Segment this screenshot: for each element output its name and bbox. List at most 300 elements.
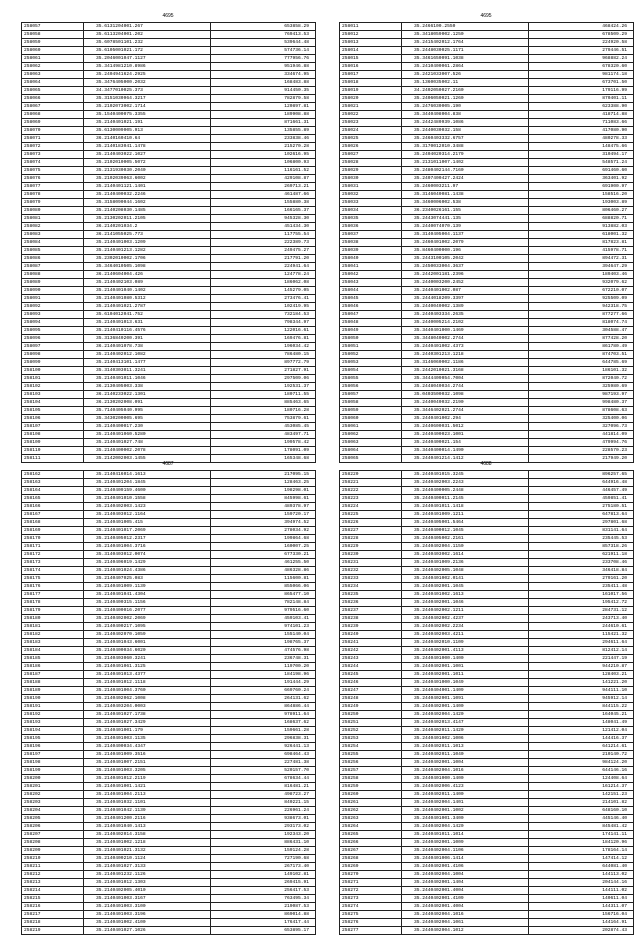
row-id-cell: 258252 (340, 727, 402, 735)
table-row (340, 895, 634, 903)
reference-code-cell: 35.2440400023.1001 (402, 431, 529, 439)
reference-code-cell: 35.2140402014.3158 (84, 831, 211, 839)
row-id-cell: 258241 (340, 639, 402, 647)
reference-code-cell: 35.2140410116.4576 (84, 327, 211, 335)
table-row (22, 55, 316, 63)
table-row (22, 479, 316, 487)
amount-cell: 459851.41 (529, 495, 634, 503)
row-id-cell: 258216 (22, 903, 84, 911)
amount-cell: 235411.48 (529, 583, 634, 591)
amount-cell: 644916.48 (529, 479, 634, 487)
row-id-cell: 258247 (340, 687, 402, 695)
row-id-cell: 258173 (22, 559, 84, 567)
amount-cell: 831141.64 (529, 527, 634, 535)
table-row (340, 559, 634, 567)
reference-code-cell: 35.3170012010.3488 (402, 143, 529, 151)
reference-code-cell: 35.2440040002.1389 (402, 303, 529, 311)
row-id-cell: 258065 (340, 455, 402, 463)
amount-cell: 840221.15 (211, 799, 316, 807)
reference-code-cell: 35.2440401002.087 (402, 287, 529, 295)
row-id-cell: 258072 (22, 143, 84, 151)
table-row (22, 159, 316, 167)
amount-cell: 334674.95 (211, 71, 316, 79)
amount-cell: 122016.61 (211, 327, 316, 335)
table-row (22, 215, 316, 223)
table-row (340, 279, 634, 287)
amount-cell: 148475.66 (529, 143, 634, 151)
table-row (340, 671, 634, 679)
row-id-cell: 258028 (340, 159, 402, 167)
row-id-cell: 258189 (22, 687, 84, 695)
row-id-cell: 258042 (340, 271, 402, 279)
amount-cell: 325980.69 (529, 383, 634, 391)
reference-code-cell: 35.3140303011.3241 (84, 367, 211, 375)
reference-code-cell: 35.2440403334.2635 (402, 311, 529, 319)
table-row (22, 887, 316, 895)
row-id-cell: 258029 (340, 167, 402, 175)
amount-cell: 817823.81 (529, 239, 634, 247)
amount-cell: 621911.18 (529, 551, 634, 559)
amount-cell: 896257.65 (529, 471, 634, 479)
table-row (22, 815, 316, 823)
row-id-cell: 258255 (340, 751, 402, 759)
reference-code-cell: 35.2440600031.5012 (402, 423, 529, 431)
amount-cell: 446457.49 (529, 487, 634, 495)
table-row (340, 287, 634, 295)
amount-cell: 244610.61 (529, 623, 634, 631)
reference-code-cell: 35.2440301213.1218 (402, 351, 529, 359)
table-row (22, 119, 316, 127)
table-row (340, 223, 634, 231)
amount-cell: 116161.52 (211, 167, 316, 175)
row-id-cell: 258191 (22, 703, 84, 711)
table-row (340, 295, 634, 303)
row-id-cell: 258272 (340, 887, 402, 895)
row-id-cell: 258179 (22, 607, 84, 615)
row-id-cell: 258051 (340, 343, 402, 351)
table-row (22, 127, 316, 135)
reference-code-cell: 35.2440402011.1420 (402, 727, 529, 735)
amount-cell: 877277.66 (529, 311, 634, 319)
row-id-cell: 258101 (22, 375, 84, 383)
reference-code-cell: 35.2140401032.1101 (84, 799, 211, 807)
reference-code-cell: 35.2140400315.1156 (84, 599, 211, 607)
table-row (22, 231, 316, 239)
row-id-cell: 258254 (340, 743, 402, 751)
table-row (340, 71, 634, 79)
reference-code-cell: 35.2140400016.2077 (84, 607, 211, 615)
reference-code-cell: 35.2440401002.0141 (402, 575, 529, 583)
reference-code-cell: 35.2140401040.1413 (84, 823, 211, 831)
amount-cell: 121412.04 (529, 727, 634, 735)
table-row (22, 423, 316, 431)
amount-cell: 669760.24 (211, 687, 316, 695)
reference-code-cell: 35.6078501101.232 (84, 39, 211, 47)
row-id-cell: 258178 (22, 599, 84, 607)
reference-code-cell: 36.2141055025.773 (84, 231, 211, 239)
row-id-cell: 258035 (340, 215, 402, 223)
amount-cell: 198298.01 (211, 487, 316, 495)
amount-cell: 191444.29 (211, 679, 316, 687)
amount-cell: 117755.54 (211, 231, 316, 239)
row-id-cell: 258021 (340, 103, 402, 111)
reference-code-cell: 34.3477010025.373 (84, 87, 211, 95)
table-row (22, 871, 316, 879)
row-id-cell: 258020 (340, 95, 402, 103)
row-id-cell: 258055 (340, 375, 402, 383)
reference-code-cell: 35.2440074070.139 (402, 223, 529, 231)
table-row (22, 263, 316, 271)
reference-code-cell: 35.2440402001.1046 (402, 599, 529, 607)
table-row (22, 895, 316, 903)
reference-code-cell: 35.2440402004.1016 (402, 911, 529, 919)
amount-cell: 124408.64 (529, 775, 634, 783)
reference-code-cell: 35.2140401003.3205 (84, 767, 211, 775)
amount-cell: 644785.69 (529, 359, 634, 367)
amount-cell: 184198.96 (211, 671, 316, 679)
reference-code-cell: 35.2140413101.1477 (84, 359, 211, 367)
reference-code-cell: 35.2440402004.1150 (402, 543, 529, 551)
row-id-cell: 258025 (340, 135, 402, 143)
reference-code-cell: 35.2140403022.1027 (84, 151, 211, 159)
table-row (340, 599, 634, 607)
row-id-cell: 258110 (22, 447, 84, 455)
table-row (22, 47, 316, 55)
reference-code-cell: 35.2443074441.135 (402, 215, 529, 223)
reference-code-cell: 35.2440402001.1002 (402, 807, 529, 815)
amount-cell: 944111.10 (529, 687, 634, 695)
reference-code-cell: 35.2440401000.1049 (402, 679, 529, 687)
reference-code-cell: 35.6130009005.913 (84, 127, 211, 135)
row-id-cell: 258232 (340, 567, 402, 575)
table-row (22, 551, 316, 559)
amount-cell: 128463.25 (211, 479, 316, 487)
table-row (340, 335, 634, 343)
amount-cell: 672210.07 (529, 287, 634, 295)
row-id-cell: 258261 (340, 799, 402, 807)
row-id-cell: 258060 (22, 47, 84, 55)
reference-code-cell: 35.2440400011.2145 (402, 495, 529, 503)
table-row (22, 783, 316, 791)
row-id-cell: 258063 (340, 439, 402, 447)
row-id-cell: 258270 (340, 871, 402, 879)
row-id-cell: 258204 (22, 807, 84, 815)
reference-code-cell: 35.2440402002.4237 (402, 615, 529, 623)
row-id-cell: 258059 (340, 407, 402, 415)
table-row (22, 879, 316, 887)
row-id-cell: 258019 (340, 87, 402, 95)
reference-code-cell: 35.2440402001.1001 (402, 663, 529, 671)
reference-code-cell: 35.2440402001.1404 (402, 879, 529, 887)
table-row (340, 879, 634, 887)
amount-cell: 297509.06 (211, 375, 316, 383)
amount-cell: 998480.37 (529, 399, 634, 407)
reference-code-cell: 35.3140405004.1137 (402, 231, 529, 239)
table-row (22, 511, 316, 519)
reference-code-cell: 35.2440400012.1045 (402, 527, 529, 535)
table-row (340, 103, 634, 111)
reference-code-cell: 35.2440402002.2234 (402, 623, 529, 631)
amount-cell: 147414.12 (529, 855, 634, 863)
table-row (340, 807, 634, 815)
reference-code-cell: 35.2443100105.2042 (402, 255, 529, 263)
table-row (340, 87, 634, 95)
table-row (22, 111, 316, 119)
page-title: 4687 (162, 461, 174, 467)
table-row (22, 543, 316, 551)
reference-code-cell: 36.2340026161.155 (402, 207, 529, 215)
table-row (340, 375, 634, 383)
reference-code-cell: 35.3444409054.7004 (402, 375, 529, 383)
amount-cell: 753879.61 (211, 415, 316, 423)
table-row (22, 487, 316, 495)
row-id-cell: 258049 (340, 327, 402, 335)
amount-cell: 363401.92 (529, 175, 634, 183)
reference-code-cell: 35.2140400002.2078 (84, 447, 211, 455)
amount-cell: 217791.20 (211, 255, 316, 263)
row-id-cell: 258108 (22, 431, 84, 439)
amount-cell: 951946.88 (211, 63, 316, 71)
amount-cell: 394974.52 (211, 519, 316, 527)
reference-code-cell: 35.6104012041.752 (84, 311, 211, 319)
table-row (340, 415, 634, 423)
amount-cell: 294611.64 (529, 639, 634, 647)
amount-cell: 461255.50 (211, 559, 316, 567)
ledger-page (339, 13, 633, 463)
table-row (22, 695, 316, 703)
amount-cell: 271827.91 (211, 367, 316, 375)
amount-cell: 644146.16 (529, 767, 634, 775)
amount-cell: 186062.08 (211, 279, 316, 287)
table-row (22, 855, 316, 863)
table-row (22, 927, 316, 935)
reference-code-cell: 35.2102010005.5072 (84, 159, 211, 167)
table-row (340, 527, 634, 535)
table-row (22, 287, 316, 295)
row-id-cell: 258027 (340, 151, 402, 159)
table-row (22, 95, 316, 103)
table-row (22, 63, 316, 71)
table-row (340, 391, 634, 399)
row-id-cell: 258090 (22, 287, 84, 295)
reference-code-cell: 35.3140403012.0074 (84, 551, 211, 559)
table-row (22, 639, 316, 647)
amount-cell: 865477.10 (211, 591, 316, 599)
reference-code-cell: 35.2421033007.526 (402, 71, 529, 79)
reference-code-cell: 35.2140401027.748 (84, 439, 211, 447)
row-id-cell: 258062 (22, 63, 84, 71)
table-row (22, 703, 316, 711)
row-id-cell: 258053 (340, 359, 402, 367)
amount-cell: 855066.06 (211, 583, 316, 591)
reference-code-cell: 35.2140400034.6020 (84, 647, 211, 655)
reference-code-cell: 35.7140405040.995 (84, 407, 211, 415)
table-row (22, 823, 316, 831)
row-id-cell: 258228 (340, 535, 402, 543)
amount-cell: 647813.64 (529, 511, 634, 519)
reference-code-cell: 35.2140405012.2317 (84, 535, 211, 543)
ledger-table (339, 470, 634, 935)
row-id-cell: 258202 (22, 791, 84, 799)
row-id-cell: 258084 (22, 239, 84, 247)
table-row (340, 799, 634, 807)
amount-cell: 106800.93 (211, 159, 316, 167)
amount-cell: 224941.64 (211, 263, 316, 271)
row-id-cell: 258096 (22, 335, 84, 343)
amount-cell: 812412.14 (529, 647, 634, 655)
row-id-cell: 258171 (22, 543, 84, 551)
row-id-cell: 258201 (22, 783, 84, 791)
reference-code-cell: 35.2448030025.1171 (402, 47, 529, 55)
row-id-cell: 258043 (340, 279, 402, 287)
reference-code-cell: 35.2140401003.1135 (84, 735, 211, 743)
table-row (340, 759, 634, 767)
row-id-cell: 258198 (22, 759, 84, 767)
amount-cell: 945912.14 (529, 695, 634, 703)
amount-cell: 310494.17 (529, 151, 634, 159)
row-id-cell: 258257 (340, 767, 402, 775)
table-row (340, 271, 634, 279)
amount-cell: 144164.91 (529, 919, 634, 927)
row-id-cell: 258166 (22, 503, 84, 511)
reference-code-cell: 35.2140400017.230 (84, 423, 211, 431)
row-id-cell: 258056 (340, 383, 402, 391)
table-row (340, 383, 634, 391)
reference-code-cell: 35.8460400000.196 (402, 247, 529, 255)
table-row (340, 95, 634, 103)
table-row (340, 543, 634, 551)
amount-cell: 453085.45 (211, 423, 316, 431)
reference-code-cell: 35.2140401013.4377 (84, 671, 211, 679)
table-row (22, 535, 316, 543)
row-id-cell: 258262 (340, 807, 402, 815)
reference-code-cell: 35.2440401002.4373 (402, 343, 529, 351)
table-row (340, 495, 634, 503)
table-row (22, 375, 316, 383)
amount-cell: 925509.09 (529, 295, 634, 303)
reference-code-cell: 35.2440401006.1414 (402, 855, 529, 863)
table-row (340, 687, 634, 695)
reference-code-cell: 35.3158090044.1602 (84, 199, 211, 207)
table-row (340, 343, 634, 351)
reference-code-cell: 35.3448040002.2744 (402, 335, 529, 343)
table-row (22, 527, 316, 535)
table-row (340, 591, 634, 599)
amount-cell: 539644.48 (211, 39, 316, 47)
amount-cell: 942318.75 (529, 303, 634, 311)
row-id-cell: 258092 (22, 303, 84, 311)
reference-code-cell: 35.2440402004.1016 (402, 767, 529, 775)
reference-code-cell: 35.2140402002.2069 (84, 615, 211, 623)
reference-code-cell: 35.2130202011.2105 (84, 215, 211, 223)
table-row (22, 103, 316, 111)
table-row (22, 143, 316, 151)
reference-code-cell: 35.2140401027.3133 (84, 863, 211, 871)
amount-cell: 486328.86 (211, 567, 316, 575)
table-row (340, 743, 634, 751)
amount-cell: 158516.20 (529, 191, 634, 199)
table-row (340, 47, 634, 55)
amount-cell: 732184.53 (211, 311, 316, 319)
amount-cell: 189908.88 (211, 111, 316, 119)
reference-code-cell: 35.2460003211.97 (402, 183, 529, 191)
reference-code-cell: 35.2140401232.1126 (84, 871, 211, 879)
reference-code-cell: 35.3446402021.2744 (402, 407, 529, 415)
reference-code-cell: 35.2140401061.3125 (84, 663, 211, 671)
reference-code-cell: 35.2140401012.1303 (84, 879, 211, 887)
table-row (340, 775, 634, 783)
table-row (22, 615, 316, 623)
row-id-cell: 258273 (340, 895, 402, 903)
row-id-cell: 258245 (340, 671, 402, 679)
row-id-cell: 258052 (340, 351, 402, 359)
amount-cell: 698464.43 (211, 751, 316, 759)
reference-code-cell: 35.2140402103.089 (84, 279, 211, 287)
amount-cell: 279161.20 (529, 575, 634, 583)
table-row (340, 695, 634, 703)
table-row (340, 111, 634, 119)
reference-code-cell: 35.2440040032.2190 (402, 399, 529, 407)
table-row (340, 511, 634, 519)
table-row (22, 663, 316, 671)
table-row (340, 471, 634, 479)
row-id-cell: 258070 (22, 127, 84, 135)
row-id-cell: 258230 (340, 551, 402, 559)
reference-code-cell: 35.2440402004.1401 (402, 799, 529, 807)
ledger-page (21, 13, 315, 463)
table-row (340, 143, 634, 151)
reference-code-cell: 35.2142002003.1455 (84, 455, 211, 463)
reference-code-cell: 35.2302010002.1706 (84, 255, 211, 263)
table-row (340, 519, 634, 527)
row-id-cell: 258267 (340, 847, 402, 855)
row-id-cell: 258065 (22, 87, 84, 95)
table-row (22, 607, 316, 615)
reference-code-cell: 35.2440402001.1400 (402, 703, 529, 711)
table-row (22, 807, 316, 815)
amount-cell: 215270.28 (211, 143, 316, 151)
ledger-table (21, 22, 316, 463)
amount-cell: 869014.88 (211, 911, 316, 919)
reference-code-cell: 35.2140401001.179 (84, 727, 211, 735)
ledger-table (339, 22, 634, 463)
reference-code-cell: 35.2131930030.2040 (84, 167, 211, 175)
table-row (22, 151, 316, 159)
table-row (22, 367, 316, 375)
row-id-cell: 258083 (22, 231, 84, 239)
table-row (340, 303, 634, 311)
row-id-cell: 258085 (22, 247, 84, 255)
amount-cell: 297801.68 (529, 519, 634, 527)
row-id-cell: 258080 (22, 207, 84, 215)
amount-cell: 199578.42 (211, 439, 316, 447)
table-row (22, 719, 316, 727)
row-id-cell: 258012 (340, 31, 402, 39)
reference-code-cell: 35.2140401003.1209 (84, 239, 211, 247)
reference-code-cell: 35.2440401001.3400 (402, 815, 529, 823)
amount-cell: 178164.14 (529, 847, 634, 855)
amount-cell: 296838.31 (211, 735, 316, 743)
reference-code-cell: 35.2440401002.1613 (402, 591, 529, 599)
table-row (340, 55, 634, 63)
table-row (22, 775, 316, 783)
table-row (22, 495, 316, 503)
table-row (340, 487, 634, 495)
amount-cell: 894472.31 (529, 255, 634, 263)
table-row (340, 663, 634, 671)
amount-cell: 864886.44 (211, 703, 316, 711)
amount-cell: 782879.58 (211, 95, 316, 103)
